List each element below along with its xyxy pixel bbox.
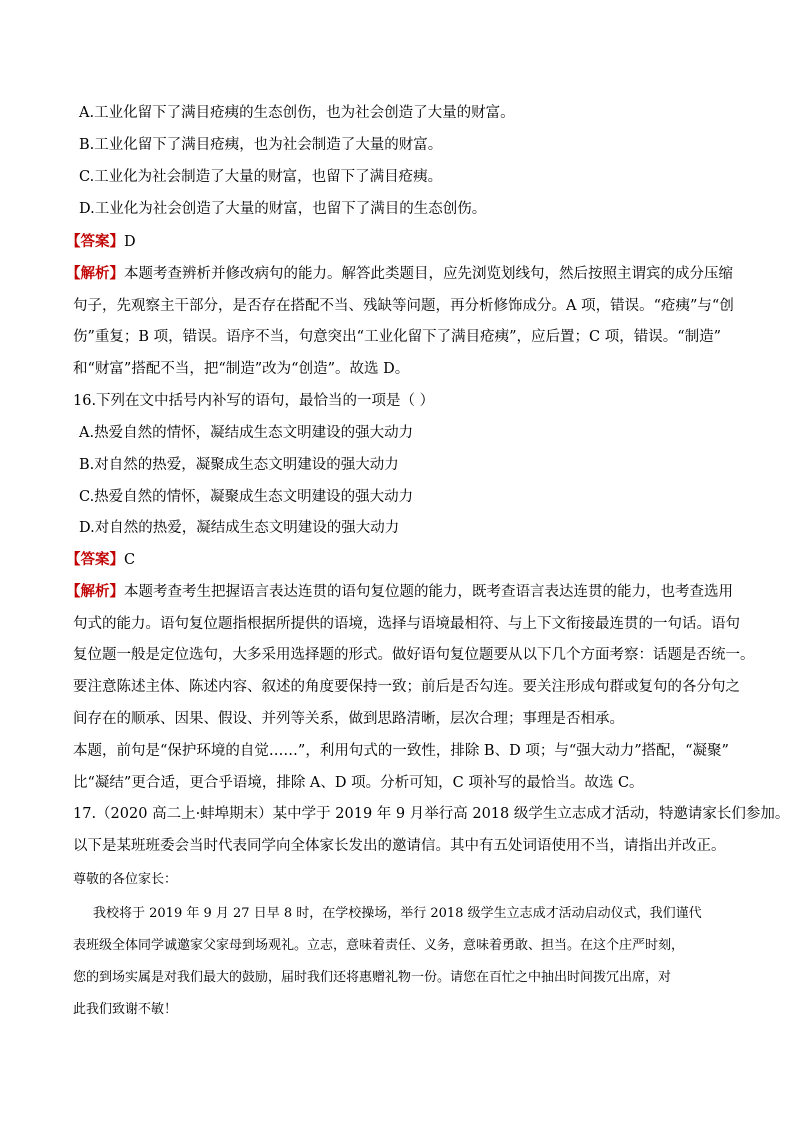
q16-analysis-line: 本题，前句是“保护环境的自觉……”，利用句式的一致性，排除 B、D 项；与“强大动力”搭配，“凝聚” xyxy=(73,743,729,759)
q16-answer xyxy=(66,550,135,570)
q15-analysis-line: 伤”重复；B 项，错误。语序不当，句意突出“工业化留下了满目疮痍”，应后置；C 项，错误。“制造” xyxy=(73,329,722,345)
q15-option-c: C.工业化为社会制造了大量的财富，也留下了满目疮痍。 xyxy=(79,169,443,185)
q15-option-d: D.工业化为社会创造了大量的财富，也留下了满目的生态创伤。 xyxy=(79,201,487,217)
q16-analysis-line: 比“凝结”更合适，更合乎语境，排除 A、D 项。分析可知，C 项补写的最恰当。故选 C。 xyxy=(73,775,644,791)
answer-value: C xyxy=(124,552,136,568)
letter-line: 您的到场实属是对我们最大的鼓励，届时我们还将惠赠礼物一份。请您在百忙之中抽出时间拨冗出席，对 xyxy=(73,970,672,985)
q17-stem-line: 以下是某班班委会当时代表同学向全体家长发出的邀请信。其中有五处词语使用不当，请指出并改正。 xyxy=(73,838,726,854)
answer-tag: 【答案】 xyxy=(66,233,124,250)
q15-analysis-line: 【解析】本题考查辨析并修改病句的能力。解答此类题目，应先浏览划线句，然后按照主谓宾的成分压缩 xyxy=(66,265,733,282)
q16-option-a: A.热爱自然的情怀，凝结成生态文明建设的强大动力 xyxy=(79,425,414,441)
q15-option-b: B.工业化留下了满目疮痍，也为社会制造了大量的财富。 xyxy=(79,137,443,153)
analysis-tag: 【解析】 xyxy=(66,265,124,282)
q16-analysis-line: 【解析】本题考查考生把握语言表达连贯的语句复位题的能力，既考查语言表达连贯的能力，也考查选用 xyxy=(66,583,733,600)
q16-option-b: B.对自然的热爱，凝聚成生态文明建设的强大动力 xyxy=(79,457,399,473)
q15-answer xyxy=(66,232,136,252)
answer-value: D xyxy=(124,234,136,250)
letter-line: 此我们致谢不敏！ xyxy=(73,1002,178,1017)
letter-line: 表班级全体同学诚邀家父家母到场观礼。立志，意味着责任、义务，意味着勇敢、担当。在这个庄严时刻， xyxy=(73,938,685,953)
q16-analysis-line: 要注意陈述主体、陈述内容、叙述的角度要保持一致；前后是否勾连。要关注形成句群或复句的各分句之 xyxy=(73,679,740,695)
q16-analysis-line: 间存在的顺承、因果、假设、并列等关系，做到思路清晰，层次合理；事理是否相承。 xyxy=(73,711,624,727)
letter-line: 我校将于 2019 年 9 月 27 日早 8 时，在学校操场，举行 2018 级学生立志成才活动启动仪式，我们谨代 xyxy=(93,906,702,921)
q15-analysis-line: 句子，先观察主干部分，是否存在搭配不当、残缺等问题，再分析修饰成分。A 项，错误。“疮痍”与“创 xyxy=(73,298,734,314)
q16-option-d: D.对自然的热爱，凝结成生态文明建设的强大动力 xyxy=(79,520,400,536)
q17-stem-line: 17.（2020 高二上·蚌埠期末）某中学于 2019 年 9 月举行高 2018 级学生立志成才活动，特邀请家长们参加。 xyxy=(73,806,790,822)
analysis-tag: 【解析】 xyxy=(66,583,124,600)
letter-greeting: 尊敬的各位家长： xyxy=(73,872,178,887)
answer-tag: 【答案】 xyxy=(66,551,124,568)
q16-option-c: C.热爱自然的情怀，凝聚成生态文明建设的强大动力 xyxy=(79,489,414,505)
q16-analysis-line: 复位题一般是定位选句，大多采用选择题的形式。做好语句复位题要从以下几个方面考察：话题是否统一。 xyxy=(73,647,755,663)
q16-stem: 16.下列在文中括号内补写的语句，最恰当的一项是（ ） xyxy=(73,393,435,409)
q15-analysis-line: 和“财富”搭配不当，把“制造”改为“创造”。故选 D。 xyxy=(73,361,410,377)
q15-option-a: A.工业化留下了满目疮痍的生态创伤，也为社会创造了大量的财富。 xyxy=(79,105,515,121)
q16-analysis-line: 句式的能力。语句复位题指根据所提供的语境，选择与语境最相符、与上下文衔接最连贯的一句话。语句 xyxy=(73,616,740,632)
